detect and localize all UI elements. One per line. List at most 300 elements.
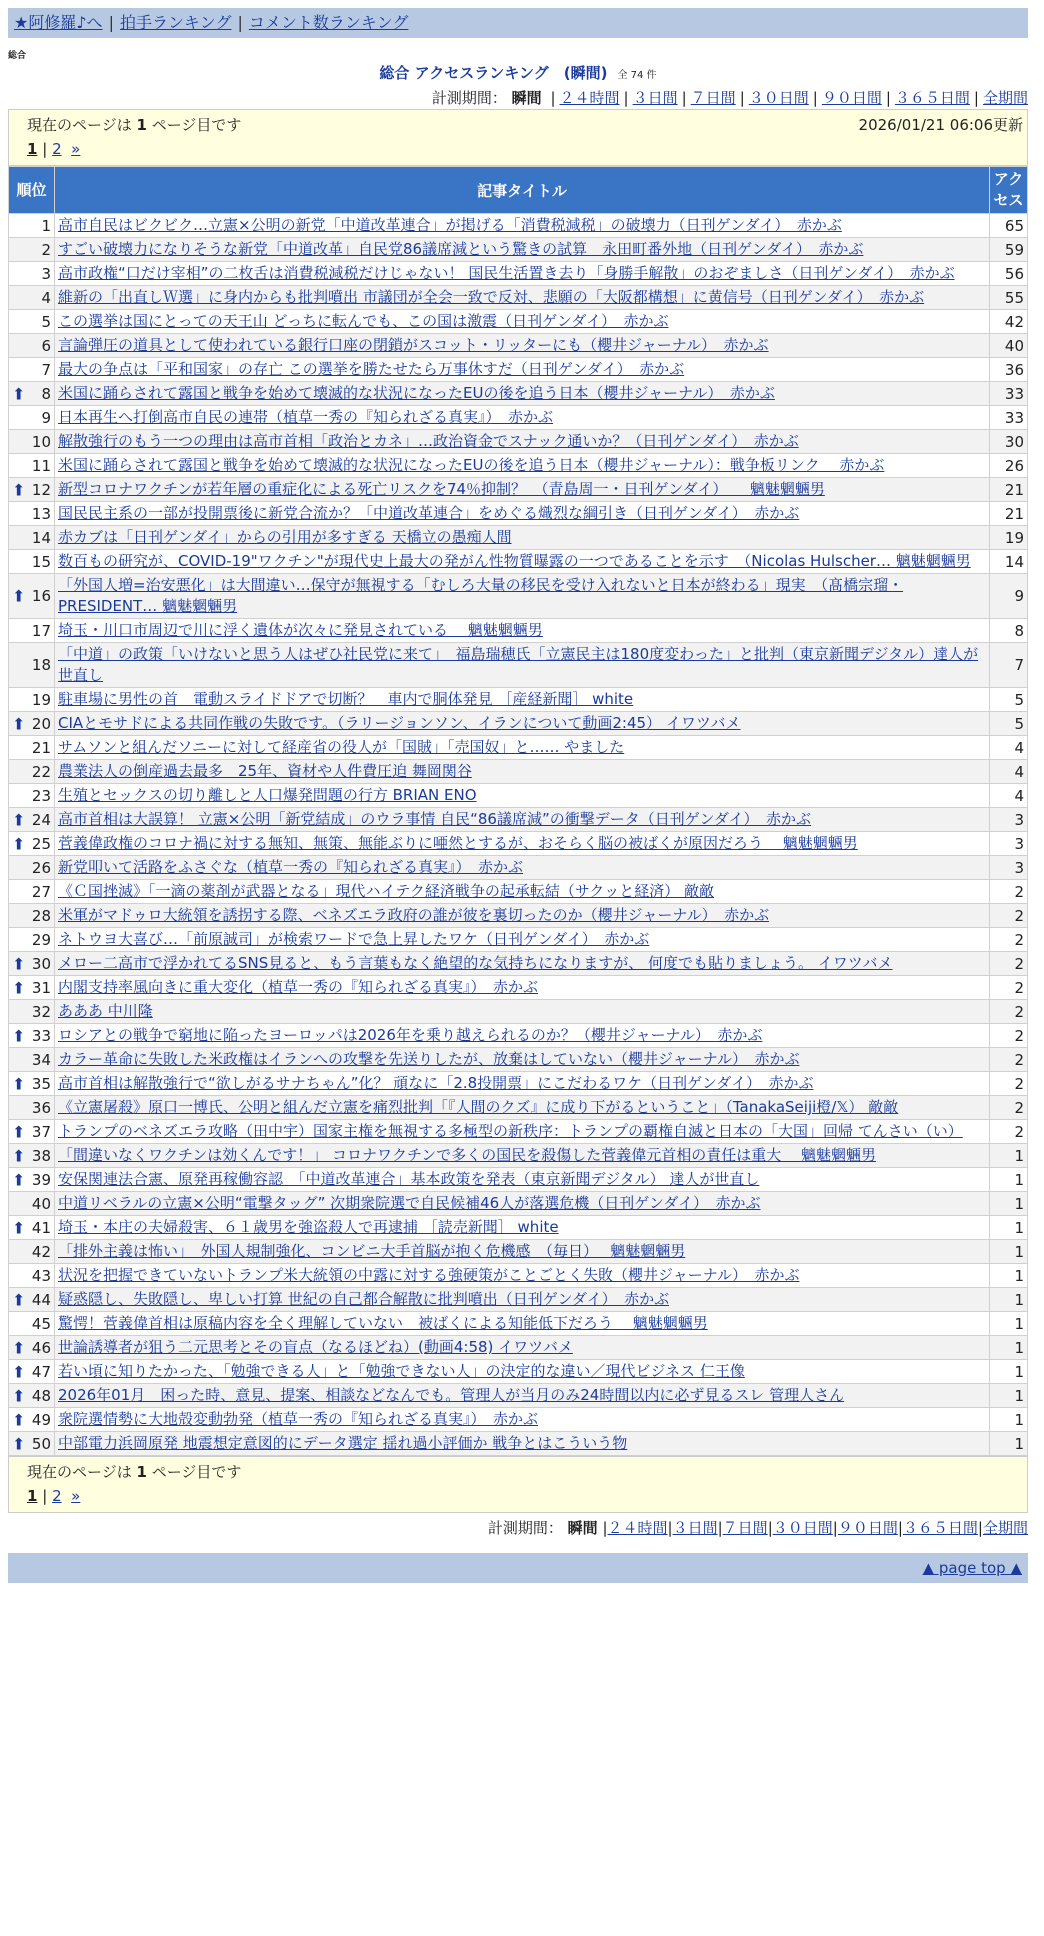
article-title-link[interactable]: サムソンと組んだソニーに対して経産省の役人が「国賊」「売国奴」と…… やました <box>58 738 625 756</box>
table-row <box>9 1264 1028 1288</box>
period-link-2[interactable]: ７日間 <box>690 89 736 107</box>
article-title-link[interactable]: 衆院選情勢に大地殻変動勃発（植草一秀の『知られざる真実』） 赤かぶ <box>58 1410 539 1428</box>
article-title-link[interactable]: 新型コロナワクチンが若年層の重症化による死亡リスクを74％抑制？ （青島周一・日刊ゲンダイ） 魑魅魍魎男 <box>58 480 825 498</box>
rank-cell <box>9 574 55 619</box>
title-cell <box>55 478 990 502</box>
rank-up-arrow-icon: ⬆ <box>12 978 26 997</box>
article-title-link[interactable]: 維新の「出直しＷ選」に身内からも批判噴出 市議団が全会一致で反対、悲願の「大阪都構想」に黄信号（日刊ゲンダイ） 赤かぶ <box>58 288 925 306</box>
page <box>8 8 1028 1583</box>
table-row <box>9 952 1028 976</box>
period-separator: | <box>667 1519 673 1537</box>
article-title-link[interactable]: 米国に踊らされて露国と戦争を始めて壊滅的な状況になったEUの後を追う日本（櫻井ジャーナル）：戦争板リンク 赤かぶ <box>58 456 885 474</box>
title-cell <box>55 1192 990 1216</box>
rank-number: 41 <box>31 1218 51 1237</box>
table-row <box>9 262 1028 286</box>
title-cell <box>55 238 990 262</box>
rank-up-arrow-icon: ⬆ <box>12 834 26 853</box>
article-title-link[interactable]: 言論弾圧の道具として使われている銀行口座の閉鎖がスコット・リッターにも（櫻井ジャーナル） 赤かぶ <box>58 336 769 354</box>
table-row <box>9 928 1028 952</box>
article-title-link[interactable]: 新党叩いて活路をふさぐな（植草一秀の『知られざる真実』） 赤かぶ <box>58 858 524 876</box>
table-row <box>9 688 1028 712</box>
table-row <box>9 406 1028 430</box>
article-title-link[interactable]: 数百もの研究が、COVID-19"ワクチン"が現代史上最大の発がん性物質曝露の一つであることを示す （Nicolas Hulscher… 魑魅魍魎男 <box>58 552 971 570</box>
period-link-0[interactable]: ２４時間 <box>607 1519 668 1537</box>
page-title: 総合 アクセスランキング (瞬間) <box>379 64 608 82</box>
rank-number: 7 <box>41 360 51 379</box>
title-header: 記事タイトル <box>55 167 990 214</box>
home-link[interactable]: ★阿修羅♪へ <box>14 13 103 32</box>
rank-number: 31 <box>31 978 51 997</box>
article-title-link[interactable]: 農業法人の倒産過去最多 25年、資材や人件費圧迫 舞岡関谷 <box>58 762 472 780</box>
title-cell <box>55 712 990 736</box>
rank-up-arrow-icon: ⬆ <box>12 1362 26 1381</box>
access-count: 33 <box>990 382 1028 406</box>
table-row <box>9 286 1028 310</box>
access-count: 2 <box>990 928 1028 952</box>
access-count: 4 <box>990 784 1028 808</box>
article-title-link[interactable]: 2026年01月 困った時、意見、提案、相談などなんでも。管理人が当月のみ24時間以内に必ず見るスレ 管理人さん <box>58 1386 845 1404</box>
article-title-link[interactable]: 赤カブは「日刊ゲンダイ」からの引用が多すぎる 天橋立の愚痴人間 <box>58 528 512 546</box>
period-selector-top <box>8 87 1028 109</box>
rank-cell <box>9 1336 55 1360</box>
title-cell <box>55 619 990 643</box>
article-title-link[interactable]: 高市首相は解散強行で“欲しがるサナちゃん”化？ 頑なに「2.8投開票」にこだわるワケ（日刊ゲンダイ） 赤かぶ <box>58 1074 814 1092</box>
table-row <box>9 478 1028 502</box>
table-row <box>9 1432 1028 1456</box>
title-cell <box>55 1144 990 1168</box>
period-link-1[interactable]: ３日間 <box>672 1519 718 1537</box>
rank-cell <box>9 1312 55 1336</box>
pager-next[interactable]: » <box>71 1487 81 1505</box>
article-title-link[interactable]: CIAとモサドによる共同作戦の失敗です。（ラリージョンソン、イランについて動画2:45） イワツバメ <box>58 714 741 732</box>
table-row <box>9 856 1028 880</box>
rank-cell <box>9 832 55 856</box>
rank-cell <box>9 214 55 238</box>
access-count: 2 <box>990 1024 1028 1048</box>
period-separator: | <box>717 1519 723 1537</box>
rank-cell <box>9 976 55 1000</box>
rank-cell <box>9 478 55 502</box>
access-count: 2 <box>990 1120 1028 1144</box>
table-row <box>9 1336 1028 1360</box>
article-title-link[interactable]: 「外国人増=治安悪化」は大間違い…保守が無視する「むしろ大量の移民を受け入れないと日本が終わる」現実 （髙橋宗瑠・PRESIDENT… 魑魅魍魎男 <box>58 576 904 615</box>
title-cell <box>55 736 990 760</box>
pager-current: 1 <box>27 140 38 158</box>
table-row <box>9 382 1028 406</box>
period-link-3[interactable]: ３０日間 <box>748 89 809 107</box>
access-count: 1 <box>990 1432 1028 1456</box>
table-row <box>9 1192 1028 1216</box>
rank-number: 36 <box>31 1098 51 1117</box>
access-count: 1 <box>990 1336 1028 1360</box>
access-count: 21 <box>990 478 1028 502</box>
rank-up-arrow-icon: ⬆ <box>12 714 26 733</box>
access-count: 1 <box>990 1288 1028 1312</box>
page-info-top <box>8 109 1028 166</box>
access-count: 3 <box>990 856 1028 880</box>
title-cell <box>55 214 990 238</box>
page-status-num: 1 <box>136 1463 147 1481</box>
table-row <box>9 454 1028 478</box>
article-title-link[interactable]: カラー革命に失敗した米政権はイランへの攻撃を先送りしたが、放棄はしていない（櫻井ジャーナル） 赤かぶ <box>58 1050 800 1068</box>
article-title-link[interactable]: 埼玉・本庄の夫婦殺害、６１歳男を強盗殺人で再逮捕 ［読売新聞］ white <box>58 1218 559 1236</box>
pager-separator: | <box>42 140 48 158</box>
ranking-heading <box>8 62 1028 83</box>
rank-cell <box>9 1024 55 1048</box>
table-row <box>9 310 1028 334</box>
rank-cell <box>9 382 55 406</box>
article-title-link[interactable]: 高市首相は大誤算！ 立憲×公明「新党結成」のウラ事情 自民“86議席減”の衝撃データ（日刊ゲンダイ） 赤かぶ <box>58 810 812 828</box>
rank-number: 46 <box>31 1338 51 1357</box>
article-title-link[interactable]: 「中道」の政策「いけないと思う人はぜひ社民党に来て」 福島瑞穂氏「立憲民主は180度変わった」と批判（東京新聞デジタル）達人が世直し <box>58 645 979 684</box>
rank-cell <box>9 619 55 643</box>
rank-number: 20 <box>31 714 51 733</box>
table-row <box>9 1240 1028 1264</box>
table-header-row <box>9 167 1028 214</box>
rank-up-arrow-icon: ⬆ <box>12 586 26 606</box>
rank-cell <box>9 238 55 262</box>
article-title-link[interactable]: 埼玉・川口市周辺で川に浮く遺体が次々に発見されている 魑魅魍魎男 <box>58 621 543 639</box>
rank-number: 49 <box>31 1410 51 1429</box>
rank-number: 29 <box>31 930 51 949</box>
article-title-link[interactable]: 《立憲屠殺》原口一博氏、公明と組んだ立憲を痛烈批判「『人間のクズ』に成り下がるということ」（TanakaSeiji橙/𝕏） 敵敵 <box>58 1098 899 1116</box>
title-cell <box>55 1216 990 1240</box>
rank-up-arrow-icon: ⬆ <box>12 1146 26 1165</box>
title-cell <box>55 1120 990 1144</box>
rank-number: 38 <box>31 1146 51 1165</box>
nav-separator: | <box>108 13 114 32</box>
nav-separator: | <box>237 13 243 32</box>
pager-page-2[interactable]: 2 <box>52 140 62 158</box>
rank-cell <box>9 1288 55 1312</box>
table-row <box>9 1384 1028 1408</box>
period-link-3[interactable]: ３０日間 <box>772 1519 833 1537</box>
title-cell <box>55 760 990 784</box>
rank-number: 8 <box>41 384 51 403</box>
article-title-link[interactable]: メロー二高市で浮かれてるSNS見ると、もう言葉もなく絶望的な気持ちになりますが、 何度でも貼りましょう。 イワツバメ <box>58 954 893 972</box>
page-status-suffix: ページ目です <box>151 1463 242 1481</box>
table-row <box>9 1144 1028 1168</box>
page-status-num: 1 <box>136 116 147 134</box>
rank-number: 10 <box>31 432 51 451</box>
pager-separator: | <box>42 1487 48 1505</box>
rank-up-arrow-icon: ⬆ <box>12 1434 26 1453</box>
article-title-link[interactable]: 状況を把握できていないトランプ米大統領の中露に対する強硬策がことごとく失敗（櫻井ジャーナル） 赤かぶ <box>58 1266 800 1284</box>
rank-cell <box>9 262 55 286</box>
article-title-link[interactable]: 中部電力浜岡原発 地震想定意図的にデータ選定 揺れ過小評価か 戦争とはこういう物 <box>58 1434 628 1452</box>
rank-up-arrow-icon: ⬆ <box>12 1338 26 1357</box>
rank-number: 37 <box>31 1122 51 1141</box>
period-link-1[interactable]: ３日間 <box>632 89 678 107</box>
period-link-4[interactable]: ９０日間 <box>821 89 882 107</box>
pager-page-2[interactable]: 2 <box>52 1487 62 1505</box>
rank-cell <box>9 1120 55 1144</box>
rank-cell <box>9 808 55 832</box>
title-cell <box>55 574 990 619</box>
title-cell <box>55 1288 990 1312</box>
access-count: 14 <box>990 550 1028 574</box>
pager <box>27 137 1027 161</box>
access-count: 55 <box>990 286 1028 310</box>
table-row <box>9 904 1028 928</box>
clap-ranking-link[interactable]: 拍手ランキング <box>119 13 232 32</box>
table-row <box>9 976 1028 1000</box>
title-cell <box>55 382 990 406</box>
page-top-link[interactable]: ▲ page top ▲ <box>922 1559 1022 1577</box>
title-cell <box>55 832 990 856</box>
period-separator: | <box>623 89 629 107</box>
period-current: 瞬間 <box>511 89 542 107</box>
article-title-link[interactable]: ロシアとの戦争で窮地に陥ったヨーロッパは2026年を乗り越えられるのか？（櫻井ジャーナル） 赤かぶ <box>58 1026 763 1044</box>
table-row <box>9 358 1028 382</box>
rank-cell <box>9 1216 55 1240</box>
table-row <box>9 1048 1028 1072</box>
rank-number: 19 <box>31 690 51 709</box>
article-title-link[interactable]: この選挙は国にとっての天王山 どっちに転んでも、この国は激震（日刊ゲンダイ） 赤かぶ <box>58 312 669 330</box>
table-row <box>9 238 1028 262</box>
rank-up-arrow-icon: ⬆ <box>12 1410 26 1429</box>
page-info-bottom <box>8 1456 1028 1513</box>
access-count: 26 <box>990 454 1028 478</box>
page-status-text: 現在のページは <box>27 1463 132 1481</box>
rank-up-arrow-icon: ⬆ <box>12 1386 26 1405</box>
table-row <box>9 430 1028 454</box>
rank-cell <box>9 1432 55 1456</box>
period-link-5[interactable]: ３６５日間 <box>894 89 970 107</box>
rank-number: 35 <box>31 1074 51 1093</box>
title-cell <box>55 976 990 1000</box>
article-title-link[interactable]: トランプのベネズエラ攻略（田中宇）国家主権を無視する多極型の新秩序：トランプの覇権自滅と日本の「大国」回帰 てんさい（い） <box>58 1122 963 1140</box>
period-link-4[interactable]: ９０日間 <box>837 1519 898 1537</box>
title-cell <box>55 262 990 286</box>
rank-cell <box>9 286 55 310</box>
period-separator: | <box>602 1519 608 1537</box>
title-cell <box>55 550 990 574</box>
access-count: 1 <box>990 1216 1028 1240</box>
title-cell <box>55 688 990 712</box>
rank-cell <box>9 526 55 550</box>
period-separator: | <box>550 89 556 107</box>
table-row <box>9 1360 1028 1384</box>
access-count: 56 <box>990 262 1028 286</box>
title-cell <box>55 1096 990 1120</box>
access-count: 1 <box>990 1240 1028 1264</box>
article-title-link[interactable]: ネトウヨ大喜び…「前原誠司」が検索ワードで急上昇したワケ（日刊ゲンダイ） 赤かぶ <box>58 930 650 948</box>
title-cell <box>55 1432 990 1456</box>
access-count: 2 <box>990 1096 1028 1120</box>
rank-up-arrow-icon: ⬆ <box>12 1218 26 1237</box>
article-title-link[interactable]: 内閣支持率風向きに重大変化（植草一秀の『知られざる真実』） 赤かぶ <box>58 978 539 996</box>
page-status-text: 現在のページは <box>27 116 132 134</box>
article-title-link[interactable]: 日本再生へ打倒高市自民の連帯（植草一秀の『知られざる真実』） 赤かぶ <box>58 408 554 426</box>
article-title-link[interactable]: 生殖とセックスの切り離しと人口爆発問題の行方 BRIAN ENO <box>58 786 477 804</box>
article-title-link[interactable]: 若い頃に知りたかった、「勉強できる人」と「勉強できない人」の決定的な違い／現代ビジネス 仁王像 <box>58 1362 745 1380</box>
period-current: 瞬間 <box>567 1519 598 1537</box>
article-title-link[interactable]: 米国に踊らされて露国と戦争を始めて壊滅的な状況になったEUの後を追う日本（櫻井ジャーナル） 赤かぶ <box>58 384 775 402</box>
title-cell <box>55 928 990 952</box>
access-count: 2 <box>990 976 1028 1000</box>
access-count: 42 <box>990 310 1028 334</box>
period-separator: | <box>767 1519 773 1537</box>
access-count: 2 <box>990 952 1028 976</box>
access-count: 2 <box>990 1072 1028 1096</box>
period-label: 計測期間： <box>431 89 507 107</box>
title-cell <box>55 430 990 454</box>
period-link-0[interactable]: ２４時間 <box>559 89 620 107</box>
title-cell <box>55 1408 990 1432</box>
updated-time: 2026/01/21 06:06更新 <box>858 116 1023 134</box>
article-title-link[interactable]: 《Ｃ国挫滅》「一滴の薬剤が武器となる」現代ハイテク経済戦争の起承転結（サクッと経済） 敵敵 <box>58 882 715 900</box>
period-link-2[interactable]: ７日間 <box>722 1519 768 1537</box>
pager-current: 1 <box>27 1487 38 1505</box>
rank-cell <box>9 880 55 904</box>
period-links <box>546 89 1028 107</box>
article-title-link[interactable]: すごい破壊力になりそうな新党「中道改革」自民党86議席減という驚きの試算 永田町番外地（日刊ゲンダイ） 赤かぶ <box>58 240 864 258</box>
access-count: 30 <box>990 430 1028 454</box>
rank-number: 34 <box>31 1050 51 1069</box>
rank-cell <box>9 550 55 574</box>
rank-number: 21 <box>31 738 51 757</box>
title-cell <box>55 358 990 382</box>
title-cell <box>55 454 990 478</box>
period-link-6[interactable]: 全期間 <box>982 1519 1028 1537</box>
table-row <box>9 1024 1028 1048</box>
article-title-link[interactable]: 「間違いなくワクチンは効くんです！」 コロナワクチンで多くの国民を殺傷した菅義偉元首相の責任は重大 魑魅魍魎男 <box>58 1146 877 1164</box>
rank-number: 48 <box>31 1386 51 1405</box>
title-cell <box>55 856 990 880</box>
rank-cell <box>9 1408 55 1432</box>
rank-number: 11 <box>31 456 51 475</box>
rank-number: 14 <box>31 528 51 547</box>
title-cell <box>55 784 990 808</box>
rank-number: 2 <box>41 240 51 259</box>
page-status-suffix: ページ目です <box>151 116 242 134</box>
rank-up-arrow-icon: ⬆ <box>12 1290 26 1309</box>
access-count: 7 <box>990 643 1028 688</box>
period-separator: | <box>885 89 891 107</box>
period-link-6[interactable]: 全期間 <box>982 89 1028 107</box>
rank-number: 24 <box>31 810 51 829</box>
access-count: 1 <box>990 1408 1028 1432</box>
rank-number: 6 <box>41 336 51 355</box>
rank-number: 4 <box>41 288 51 307</box>
article-title-link[interactable]: 高市自民はビクビク…立憲×公明の新党「中道改革連合」が掲げる「消費税減税」の破壊力（日刊ゲンダイ） 赤かぶ <box>58 216 842 234</box>
ranking-table <box>8 166 1028 1456</box>
table-row <box>9 736 1028 760</box>
rank-up-arrow-icon: ⬆ <box>12 954 26 973</box>
rank-number: 23 <box>31 786 51 805</box>
title-cell <box>55 1048 990 1072</box>
article-title-link[interactable]: 菅義偉政権のコロナ禍に対する無知、無策、無能ぶりに唖然とするが、おそらく脳の被ばくが原因だろう 魑魅魍魎男 <box>58 834 858 852</box>
table-row <box>9 1000 1028 1024</box>
period-separator: | <box>812 89 818 107</box>
article-title-link[interactable]: 高市政権“口だけ宰相”の二枚舌は消費税減税だけじゃない！ 国民生活置き去り「身勝手解散」のおぞましさ（日刊ゲンダイ） 赤かぶ <box>58 264 955 282</box>
rank-number: 42 <box>31 1242 51 1261</box>
page-status <box>27 113 241 137</box>
rank-cell <box>9 1264 55 1288</box>
rank-header: 順位 <box>9 167 55 214</box>
article-title-link[interactable]: 世論誘導者が狙う二元思考とその盲点（なるほどね）(動画4:58) イワツバメ <box>58 1338 573 1356</box>
category-label: 総合 <box>8 51 27 61</box>
access-count: 1 <box>990 1168 1028 1192</box>
article-title-link[interactable]: 中道リベラルの立憲×公明“電撃タッグ” 次期衆院選で自民候補46人が落選危機（日刊ゲンダイ） 赤かぶ <box>58 1194 761 1212</box>
access-count: 1 <box>990 1264 1028 1288</box>
article-title-link[interactable]: 最大の争点は「平和国家」の存亡 この選挙を勝たせたら万事休すだ（日刊ゲンダイ） 赤かぶ <box>58 360 685 378</box>
title-cell <box>55 1024 990 1048</box>
period-links <box>602 1519 1028 1537</box>
table-row <box>9 808 1028 832</box>
rank-cell <box>9 430 55 454</box>
rank-number: 44 <box>31 1290 51 1309</box>
rank-cell <box>9 784 55 808</box>
rank-cell <box>9 952 55 976</box>
comment-ranking-link[interactable]: コメント数ランキング <box>248 13 409 32</box>
access-count: 3 <box>990 832 1028 856</box>
pager <box>27 1484 1027 1508</box>
rank-cell <box>9 928 55 952</box>
access-count: 36 <box>990 358 1028 382</box>
rank-cell <box>9 406 55 430</box>
rank-cell <box>9 454 55 478</box>
period-link-5[interactable]: ３６５日間 <box>902 1519 978 1537</box>
rank-number: 33 <box>31 1026 51 1045</box>
period-label: 計測期間： <box>487 1519 563 1537</box>
rank-number: 28 <box>31 906 51 925</box>
article-title-link[interactable]: 驚愕！菅義偉首相は原稿内容を全く理解していない 被ばくによる知能低下だろう 魑魅魍魎男 <box>58 1314 708 1332</box>
article-title-link[interactable]: 駐車場に男性の首 電動スライドドアで切断？ 車内で胴体発見 ［産経新聞］ white <box>58 690 634 708</box>
access-count: 1 <box>990 1144 1028 1168</box>
title-cell <box>55 1384 990 1408</box>
table-row <box>9 643 1028 688</box>
access-count: 40 <box>990 334 1028 358</box>
rank-number: 22 <box>31 762 51 781</box>
access-count: 5 <box>990 712 1028 736</box>
article-title-link[interactable]: 安保関連法合憲、原発再稼働容認 「中道改革連合」基本政策を発表（東京新聞デジタル） 達人が世直し <box>58 1170 760 1188</box>
period-separator: | <box>681 89 687 107</box>
table-row <box>9 1288 1028 1312</box>
rank-cell <box>9 1240 55 1264</box>
rank-cell <box>9 712 55 736</box>
article-title-link[interactable]: 米軍がマドゥロ大統領を誘拐する際、ベネズエラ政府の誰が彼を裏切ったのか（櫻井ジャーナル） 赤かぶ <box>58 906 770 924</box>
period-selector-bottom <box>8 1517 1028 1539</box>
rank-cell <box>9 643 55 688</box>
article-title-link[interactable]: 「排外主義は怖い」 外国人規制強化、コンビニ大手首脳が抱く危機感 （毎日） 魑魅魍魎男 <box>58 1242 686 1260</box>
rank-cell <box>9 1072 55 1096</box>
title-cell <box>55 904 990 928</box>
table-row <box>9 550 1028 574</box>
rank-up-arrow-icon: ⬆ <box>12 1026 26 1045</box>
rank-cell <box>9 904 55 928</box>
table-row <box>9 784 1028 808</box>
article-title-link[interactable]: あああ 中川隆 <box>58 1002 153 1020</box>
table-row <box>9 619 1028 643</box>
article-title-link[interactable]: 国民民主系の一部が投開票後に新党合流か？「中道改革連合」をめぐる熾烈な綱引き（日刊ゲンダイ） 赤かぶ <box>58 504 800 522</box>
title-cell <box>55 1312 990 1336</box>
access-count: 3 <box>990 808 1028 832</box>
rank-number: 17 <box>31 621 51 640</box>
table-row <box>9 1120 1028 1144</box>
pager-next[interactable]: » <box>71 140 81 158</box>
page-status <box>27 1460 241 1484</box>
rank-cell <box>9 1192 55 1216</box>
article-title-link[interactable]: 疑惑隠し、失敗隠し、卑しい打算 世紀の自己都合解散に批判噴出（日刊ゲンダイ） 赤かぶ <box>58 1290 670 1308</box>
rank-number: 3 <box>41 264 51 283</box>
ranking-body <box>9 214 1028 1456</box>
rank-up-arrow-icon: ⬆ <box>12 1074 26 1093</box>
item-count: 全 74 件 <box>617 70 657 81</box>
rank-number: 47 <box>31 1362 51 1381</box>
article-title-link[interactable]: 解散強行のもう一つの理由は高市首相「政治とカネ」…政治資金でスナック通いか？（日刊ゲンダイ） 赤かぶ <box>58 432 799 450</box>
